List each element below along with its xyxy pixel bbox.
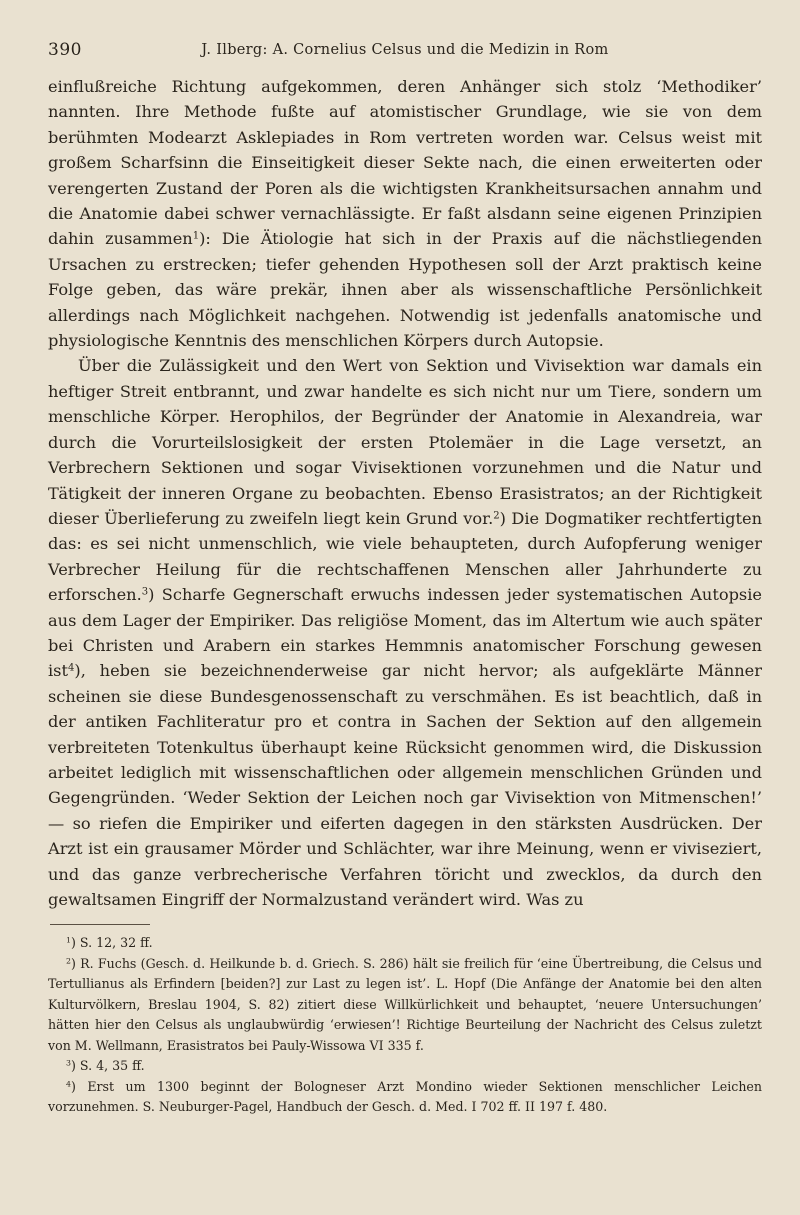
footnote-marker: 4 <box>66 1079 71 1089</box>
footnote-1 <box>48 933 762 954</box>
paragraph-text: ) Die Dogmatiker rechtfertigten das: es sei nicht unmenschlich, wie viele behaupteten, durch Aufopferung weniger Verbrecher Heilung für die rechtschaffenen Menschen aller Jahrhunderte zu erforschen. <box>48 508 763 605</box>
running-title: J. Ilberg: A. Cornelius Celsus und die Medizin in Rom <box>201 42 609 58</box>
footnote-text: ) S. 4, 35 ff. <box>70 1058 145 1074</box>
paragraph-text: ) Scharfe Gegnerschaft erwuchs indessen jeder systematischen Autopsie aus dem Lager der Empiriker. Das religiöse Moment, das im Altertum wie auch später bei Christen und Arabern ein starkes Hemmnis anatomischer Forschung gewesen ist <box>48 585 762 681</box>
footnote-text: ) Erst um 1300 beginnt der Bologneser Arzt Mondino wieder Sektionen menschlicher Leichen vorzunehmen. S. Neuburger-Pagel, Handbuch der Gesch. d. Med. I 702 ff. II 197 f. 480. <box>48 1078 762 1115</box>
footnote-3 <box>48 1056 762 1077</box>
footnote-text: ) R. Fuchs (Gesch. d. Heilkunde b. d. Griech. S. 286) hält sie freilich für ‘eine Übertreibung, die Celsus und Tertullianus als Erfindern [beiden?] zur Last zu legen ist’. L. Hopf (Die Anfänge der Anatomie bei den alten Kulturvölkern, Breslau 1904, S. 82) zitiert diese Willkürlichkeit und behauptet, ‘neuere Untersuchungen’ hätten hier den Celsus als unglaubwürdig ‘erwiesen’! Richtige Beurteilung der Nachricht des Celsus zuletzt von M. Wellmann, Erasistratos bei Pauly-Wissowa VI 335 f. <box>48 955 762 1053</box>
footnote-ref: 4 <box>68 662 75 674</box>
paragraph-2 <box>48 353 762 912</box>
footnote-divider <box>50 924 150 925</box>
paragraph-1 <box>48 74 762 353</box>
footnote-2 <box>48 954 762 1057</box>
footnote-marker: 2 <box>66 956 71 966</box>
footnote-marker: 1 <box>66 936 71 946</box>
footnote-ref: 3 <box>141 586 149 598</box>
footnote-ref: 2 <box>493 510 500 522</box>
footnote-4 <box>48 1077 762 1118</box>
footnote-marker: 3 <box>66 1059 71 1069</box>
footnote-ref: 1 <box>192 230 200 242</box>
paragraph-text: ), heben sie bezeichnenderweise gar nicht hervor; als aufgeklärte Männer scheinen sie diese Bundesgenossenschaft zu verschmähen. Es ist beachtlich, daß in der antiken Fachliteratur pro et contra in Sachen der Sektion auf den allgemein verbreiteten Totenkultus überhaupt keine Rücksicht genommen wird, die Diskussion arbeitet lediglich mit wissenschaftlichen oder allgemein menschlichen Gründen und Gegengründen. ‘Weder Sektion der Leichen noch gar Vivisektion von Mitmenschen!’ — so riefen die Empiriker und eiferten dagegen in den stärksten Ausdrücken. Der Arzt ist ein grausamer Mörder und Schlächter, war ihre Meinung, wenn er viviseziert, und das ganze verbrecherische Verfahren töricht und zwecklos, da durch den gewaltsamen Eingriff der Normalzustand verändert wird. Was zu <box>48 661 762 909</box>
footnotes <box>48 933 762 1118</box>
body-text <box>48 74 762 912</box>
page-header <box>48 40 762 64</box>
paragraph-text: Über die Zulässigkeit und den Wert von Sektion und Vivisektion war damals ein heftiger Streit entbrannt, und zwar handelte es sich nicht nur um Tiere, sondern um menschliche Körper. Herophilos, der Begründer der Anatomie in Alexandreia, war durch die Vorurteilslosigkeit der ersten Ptolemäer in die Lage versetzt, an Verbrechern Sektionen und sogar Vivisektionen vorzunehmen und die Natur und Tätigkeit der inneren Organe zu beobachten. Ebenso Erasistratos; an der Richtigkeit dieser Überlieferung zu zweifeln liegt kein Grund vor. <box>48 356 762 528</box>
paragraph-text: ): Die Ätiologie hat sich in der Praxis auf die nächstliegenden Ursachen zu erstrecken; tiefer gehenden Hypothesen soll der Arzt praktisch keine Folge geben, das wäre prekär, ihnen aber als wissenschaftliche Persönlichkeit allerdings nach Möglichkeit nachgehen. Notwendig ist jedenfalls anatomische und physiologische Kenntnis des menschlichen Körpers durch Autopsie. <box>48 229 762 351</box>
paragraph-text: einflußreiche Richtung aufgekommen, deren Anhänger sich stolz ‘Methodiker’ nannten. Ihre Methode fußte auf atomistischer Grundlage, wie sie von dem berühmten Modearzt Asklepiades in Rom vertreten worden war. Celsus weist mit großem Scharfsinn die Einseitigkeit dieser Sekte nach, die einen erweiterten oder verengerten Zustand der Poren als die wichtigsten Krankheitsursachen annahm und die Anatomie dabei schwer vernachlässigte. Er faßt alsdann seine eigenen Prinzipien dahin zusammen <box>48 77 762 249</box>
page-number: 390 <box>48 40 82 60</box>
footnote-text: ) S. 12, 32 ff. <box>70 935 153 951</box>
